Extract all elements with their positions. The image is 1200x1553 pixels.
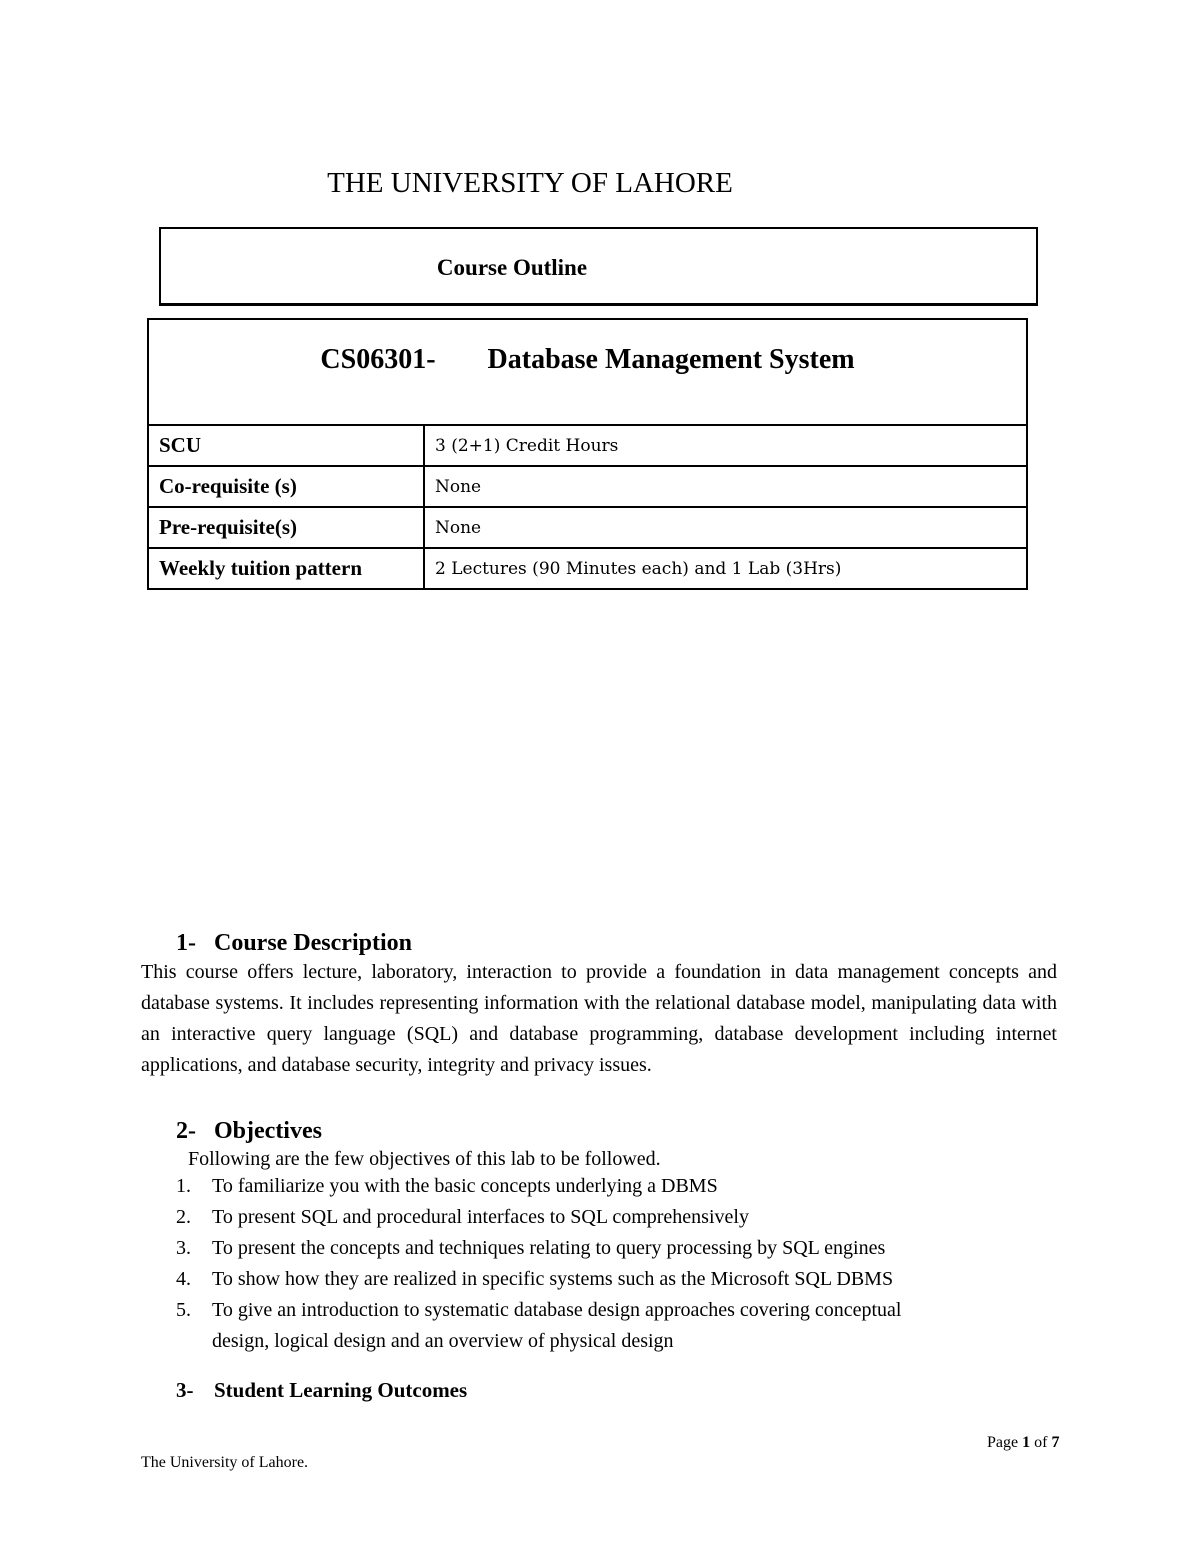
list-text-continuation: design, logical design and an overview of physical design bbox=[212, 1330, 674, 1352]
section-title: Student Learning Outcomes bbox=[214, 1378, 468, 1402]
course-outline-heading: Course Outline bbox=[436, 255, 588, 280]
row-label-prerequisite: Pre-requisite(s) bbox=[148, 507, 424, 548]
row-value-weekly-pattern: 2 Lectures (90 Minutes each) and 1 Lab (3Hrs) bbox=[424, 548, 1027, 589]
page-prefix: Page bbox=[987, 1434, 1023, 1451]
row-label-corequisite: Co-requisite (s) bbox=[148, 466, 424, 507]
list-text: To show how they are realized in specific systems such as the Microsoft SQL DBMS bbox=[212, 1268, 894, 1290]
page-mid: of bbox=[1030, 1434, 1052, 1451]
list-item bbox=[176, 1233, 885, 1264]
section-number: 3- bbox=[176, 1378, 194, 1402]
page-total: 7 bbox=[1051, 1434, 1060, 1451]
course-info-table bbox=[147, 318, 1028, 590]
list-item bbox=[176, 1202, 749, 1233]
objectives-intro: Following are the few objectives of this lab to be followed. bbox=[188, 1148, 661, 1170]
section-heading-learning-outcomes bbox=[176, 1375, 467, 1405]
list-text: To give an introduction to systematic database design approaches covering conceptual bbox=[212, 1299, 902, 1321]
section-number: 1- bbox=[176, 930, 196, 956]
list-number: 1. bbox=[176, 1175, 191, 1197]
list-text: To present the concepts and techniques relating to query processing by SQL engines bbox=[212, 1237, 886, 1259]
page-current: 1 bbox=[1022, 1434, 1031, 1451]
section-heading-objectives bbox=[176, 1116, 322, 1146]
university-title: THE UNIVERSITY OF LAHORE bbox=[327, 167, 733, 199]
list-item bbox=[176, 1295, 901, 1357]
row-value-corequisite: None bbox=[424, 466, 1027, 507]
list-number: 2. bbox=[176, 1206, 191, 1228]
page-number bbox=[987, 1434, 1059, 1452]
list-text: To familiarize you with the basic concepts underlying a DBMS bbox=[212, 1175, 718, 1197]
table-row bbox=[148, 425, 1027, 466]
table-row bbox=[148, 466, 1027, 507]
list-item bbox=[176, 1264, 893, 1295]
course-description-text: This course offers lecture, laboratory, interaction to provide a foundation in data management concepts and database systems. It includes representing information with the relational database model, manipulating data with an interactive query language (SQL) and database programming, database development including internet applications, and database security, integrity and privacy issues. bbox=[141, 961, 1057, 1076]
list-text: To present SQL and procedural interfaces to SQL comprehensively bbox=[212, 1206, 749, 1228]
list-item bbox=[176, 1171, 718, 1202]
section-number: 2- bbox=[176, 1118, 196, 1144]
row-value-scu: 3 (2+1) Credit Hours bbox=[424, 425, 1027, 466]
table-row bbox=[148, 507, 1027, 548]
section-heading-course-description bbox=[176, 928, 412, 958]
row-value-prerequisite: None bbox=[424, 507, 1027, 548]
course-title-cell bbox=[148, 319, 1027, 425]
footer-text: The University of Lahore. bbox=[141, 1454, 309, 1471]
section-title: Objectives bbox=[214, 1118, 322, 1144]
section-title: Course Description bbox=[214, 930, 412, 956]
row-label-weekly-pattern: Weekly tuition pattern bbox=[148, 548, 424, 589]
course-code: CS06301- bbox=[320, 344, 436, 375]
list-number: 5. bbox=[176, 1299, 191, 1321]
list-number: 3. bbox=[176, 1237, 191, 1259]
row-label-scu: SCU bbox=[148, 425, 424, 466]
table-row bbox=[148, 548, 1027, 589]
course-name: Database Management System bbox=[487, 344, 855, 375]
list-number: 4. bbox=[176, 1268, 191, 1290]
